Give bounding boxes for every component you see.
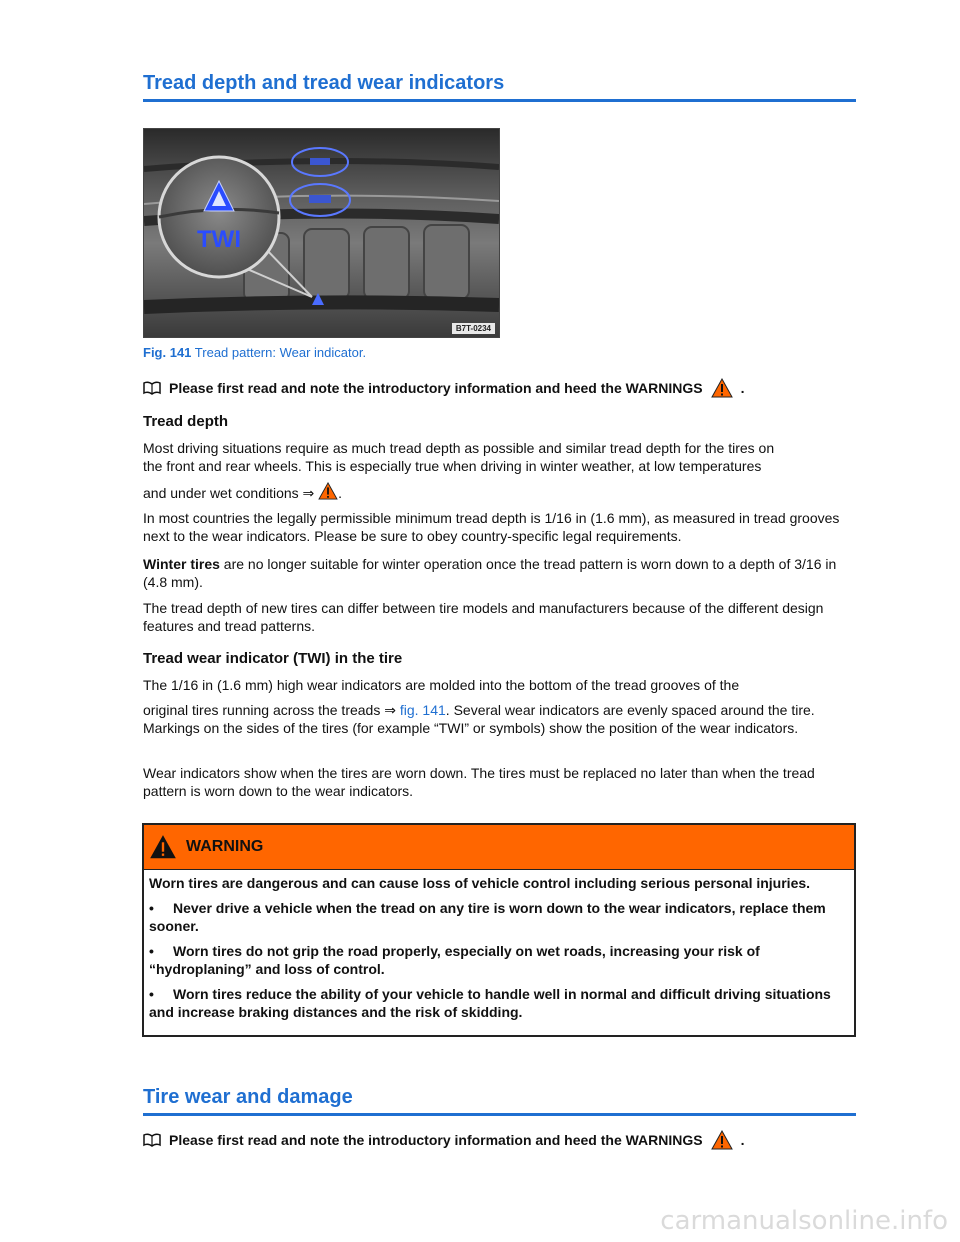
warning-header	[144, 825, 854, 870]
twi-label: TWI	[197, 226, 241, 253]
tire-tread-illustration	[144, 129, 499, 337]
bullet-icon: •	[149, 900, 154, 916]
bullet-icon: •	[149, 943, 154, 959]
intro-note	[143, 1130, 745, 1150]
tread-depth-paragraph-1	[143, 439, 855, 475]
twi-paragraph-1	[143, 701, 855, 737]
bullet-text: Never drive a vehicle when the tread on any tire is worn down to the wear indicators, replace them sooner.	[149, 900, 826, 934]
bullet-text: Worn tires do not grip the road properly, especially on wet roads, increasing your risk of “hydroplaning” and loss of control.	[149, 943, 760, 977]
section-heading-tire-wear	[143, 1086, 856, 1116]
tread-wear-indicator-figure	[143, 128, 500, 338]
book-icon	[143, 381, 161, 395]
twi-heading: Tread wear indicator (TWI) in the tire	[143, 650, 403, 667]
warning-bullet-2	[149, 942, 849, 978]
warning-triangle-icon[interactable]	[711, 378, 733, 398]
note-text: Please first read and note the introductory information and heed the WARNINGS	[169, 1132, 703, 1148]
note-end: .	[740, 380, 745, 396]
warning-box	[142, 823, 856, 1037]
note-text: Please first read and note the introductory information and heed the WARNINGS	[169, 380, 703, 396]
figure-caption	[143, 345, 366, 360]
warning-bullet-1	[149, 899, 849, 935]
bullet-text: Worn tires reduce the ability of your vehicle to handle well in normal and difficult driving situations and increase braking distances and the risk of skidding.	[149, 986, 831, 1020]
warning-triangle-icon[interactable]	[711, 1130, 733, 1150]
section-title: Tread depth and tread wear indicators	[143, 72, 505, 94]
p1-line3: and under wet conditions ⇒	[143, 485, 315, 501]
warning-body	[144, 870, 854, 1032]
bullet-icon: •	[149, 986, 154, 1002]
tread-depth-heading: Tread depth	[143, 413, 229, 430]
caption-number: Fig. 141	[143, 345, 192, 360]
warning-intro: Worn tires are dangerous and can cause loss of vehicle control including serious personal injuries.	[149, 875, 811, 891]
warning-bullet-3	[149, 985, 849, 1021]
tread-depth-paragraph-3	[143, 555, 855, 591]
p1-pre: original tires running across the treads ⇒	[143, 702, 400, 718]
caption-text: Tread pattern: Wear indicator.	[191, 345, 367, 360]
warning-title: WARNING	[186, 838, 264, 855]
p1-line2: the front and rear wheels. This is especially true when driving in winter weather, at low temperatures	[143, 458, 762, 474]
tread-depth-paragraph-4: The tread depth of new tires can differ between tire models and manufacturers because of the different design features and tread patterns.	[143, 600, 824, 634]
warning-triangle-icon[interactable]	[318, 482, 338, 500]
note-end: .	[740, 1132, 745, 1148]
warning-triangle-icon	[150, 835, 176, 859]
tread-depth-paragraph-1-end	[143, 482, 855, 502]
section-heading-tread-depth	[143, 72, 856, 102]
tread-depth-paragraph-2: In most countries the legally permissible minimum tread depth is 1/16 in (1.6 mm), as measured in tread grooves next to the wear indicators. Please be sure to obey country-specific legal requirements.	[143, 510, 840, 544]
p1-post: . Several wear indicators are evenly spaced around the tire. Markings on the sides of the tires (for example “TWI” or symbols) show the position of the wear indicators.	[143, 702, 815, 736]
winter-tires-term: Winter tires	[143, 556, 220, 572]
watermark: carmanualsonline.info	[660, 1206, 948, 1236]
twi-paragraph-2: Wear indicators show when the tires are worn down. The tires must be replaced no later than when the tread pattern is worn down to the wear indicators.	[143, 765, 815, 799]
p3-rest: are no longer suitable for winter operation once the tread pattern is worn down to a depth of 3/16 in (4.8 mm).	[143, 556, 837, 590]
figure-link[interactable]: fig. 141	[399, 702, 446, 718]
p1-end: .	[338, 485, 343, 501]
p1-line1: Most driving situations require as much tread depth as possible and similar tread depth for the tires on	[143, 440, 775, 456]
book-icon	[143, 1133, 161, 1147]
figure-code: B7T-0234	[452, 323, 495, 334]
intro-note	[143, 378, 745, 398]
section-title: Tire wear and damage	[143, 1086, 353, 1108]
twi-paragraph-1-line-1: The 1/16 in (1.6 mm) high wear indicators are molded into the bottom of the tread grooves of the	[143, 677, 740, 693]
